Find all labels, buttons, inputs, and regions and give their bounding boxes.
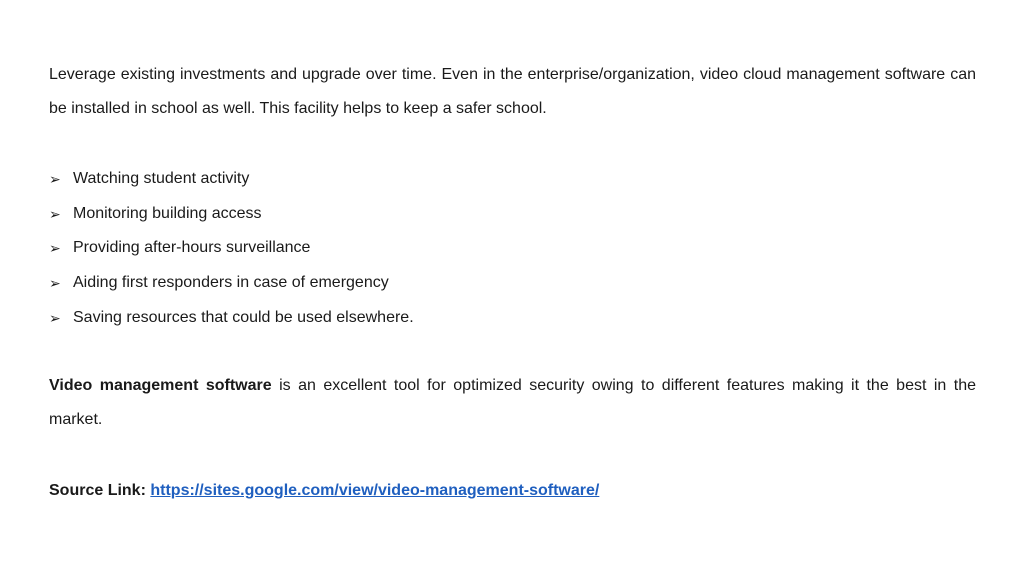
- intro-paragraph: Leverage existing investments and upgrade over time. Even in the enterprise/organization, video cloud management software can be installed in school as well. This facility helps to keep a safer school.: [49, 66, 976, 117]
- list-item: [49, 266, 414, 301]
- bullet-text: Providing after-hours surveillance: [73, 239, 311, 257]
- bullet-text: Monitoring building access: [73, 204, 262, 222]
- source-line: [49, 474, 599, 508]
- summary-paragraph: [49, 369, 976, 437]
- arrow-bullet-icon: ➢: [49, 171, 61, 187]
- arrow-bullet-icon: ➢: [49, 205, 61, 222]
- arrow-bullet-icon: ➢: [49, 240, 61, 257]
- bullet-text: Aiding first responders in case of emergency: [73, 274, 389, 292]
- list-item: [49, 231, 414, 266]
- source-label: Source Link:: [49, 482, 146, 499]
- arrow-bullet-icon: ➢: [49, 275, 61, 292]
- bullet-text: Watching student activity: [73, 170, 250, 187]
- source-link[interactable]: https://sites.google.com/view/video-management-software/: [150, 482, 600, 499]
- list-item: [49, 301, 414, 336]
- arrow-bullet-icon: ➢: [49, 309, 61, 326]
- list-item: [49, 197, 414, 232]
- summary-text: is an excellent tool for optimized security owing to different features making it the best in the market.: [49, 377, 976, 428]
- bullet-text: Saving resources that could be used elsewhere.: [73, 308, 414, 326]
- list-item: [49, 162, 414, 197]
- feature-bullet-list: [49, 162, 414, 335]
- summary-bold-lead: Video management software: [49, 377, 272, 394]
